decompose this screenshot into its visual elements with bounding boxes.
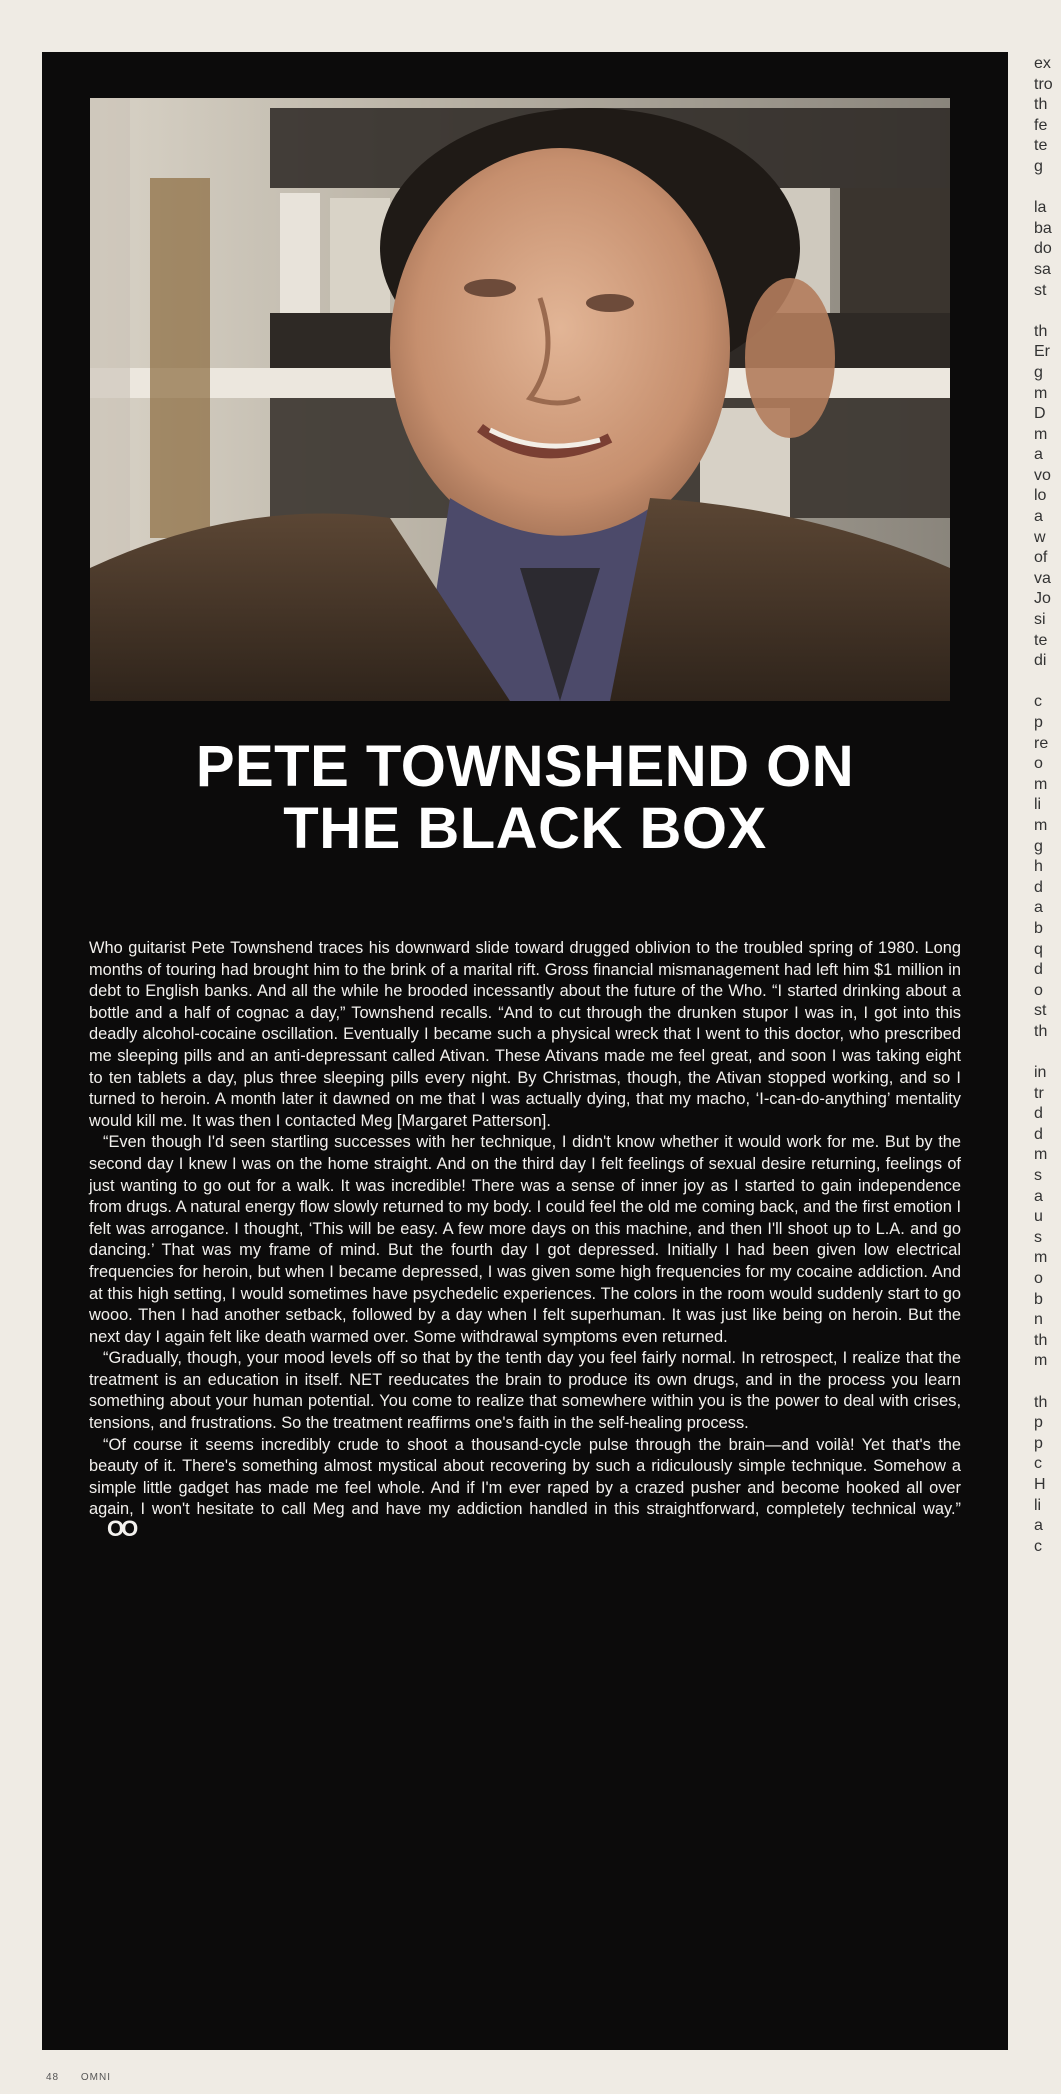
column-fragment-line: a xyxy=(1034,1187,1043,1205)
column-gap xyxy=(1034,301,1061,322)
column-fragment-line: di xyxy=(1034,652,1047,670)
column-fragment-line: g xyxy=(1034,157,1043,175)
column-fragment-line: m xyxy=(1034,816,1048,834)
column-fragment-line: p xyxy=(1034,714,1043,731)
column-fragment-line: d xyxy=(1034,1125,1043,1143)
column-fragment-line: m xyxy=(1034,775,1048,793)
column-fragment-line: b xyxy=(1034,1290,1043,1308)
column-fragment-line: do xyxy=(1034,240,1052,258)
column-fragment-line: lo xyxy=(1034,487,1047,505)
column-fragment-line: m xyxy=(1034,1249,1048,1267)
column-fragment-line: tr xyxy=(1034,1084,1044,1102)
column-fragment-line: th xyxy=(1034,1022,1048,1040)
column-fragment-line: o xyxy=(1034,981,1043,999)
column-fragment-line: a xyxy=(1034,446,1043,464)
end-mark-icon: OO xyxy=(107,1516,136,1542)
column-fragment-line: H xyxy=(1034,1475,1046,1493)
column-fragment-line: te xyxy=(1034,631,1048,649)
column-fragment-line: m xyxy=(1034,425,1048,443)
column-fragment-line: p xyxy=(1034,1414,1043,1432)
column-fragment-line: d xyxy=(1034,878,1043,896)
article-title-line-1: PETE TOWNSHEND ON xyxy=(195,734,855,799)
column-gap xyxy=(1034,1372,1061,1393)
column-fragment-line: a xyxy=(1034,508,1043,526)
column-fragment-line: b xyxy=(1034,919,1043,937)
column-fragment-line: st xyxy=(1034,1002,1047,1020)
column-fragment-line: s xyxy=(1034,1228,1042,1246)
article-paragraph: “Of course it seems incredibly crude to shoot a thousand-cycle pulse through the brain—and voilà! Yet that's the beauty of it. There's something almost mystical about recovering by such a ridiculously simple technique. Somehow a simple little gadget has made me feel whole. And if I'm ever raped by a crazed pusher and become hooked all over again, I won't hesitate to call Meg and have my addiction handled in this straightforward, completely technical way.” xyxy=(89,1435,961,1519)
column-fragment-line: g xyxy=(1034,837,1043,855)
column-fragment-line: d xyxy=(1034,961,1043,979)
column-fragment-line: la xyxy=(1034,199,1047,217)
portrait-photo-illustration xyxy=(90,98,950,701)
column-fragment-line: in xyxy=(1034,1064,1047,1082)
column-gap xyxy=(1034,178,1061,199)
column-fragment-line: th xyxy=(1034,96,1048,114)
column-fragment-line: ba xyxy=(1034,219,1052,237)
column-fragment-line: w xyxy=(1034,528,1046,546)
article-paragraph: Who guitarist Pete Townshend traces his downward slide toward drugged oblivion to the troubled spring of 1980. Long months of touring had brought him to the brink of a marital rift. Gross financial mismanagement had left him $1 million in debt to English banks. And all the while he brooded incessantly about the future of the Who. “I started drinking about a bottle and a half of cognac a day,” Townshend recalls. “And to cut through the drunken stupor I was in, I got into this deadly alcohol-cocaine oscillation. Eventually I became such a physical wreck that I went to this doctor, who prescribed me sleeping pills and an anti-depressant called Ativan. These Ativans made me feel great, and soon I was taking eight to ten tablets a day, plus three sleeping pills every night. By Christmas, though, the Ativan stopped working, and so I turned to heroin. A month later it dawned on me that I was actually dying, that my macho, ‘I-can-do-anything’ mentality would kill me. It was then I contacted Meg [Margaret Patterson]. xyxy=(89,939,961,1130)
column-fragment-line: u xyxy=(1034,1208,1043,1226)
column-fragment-line: vo xyxy=(1034,466,1051,484)
column-fragment-line: o xyxy=(1034,1270,1043,1288)
page-number: 48 xyxy=(46,2072,60,2083)
column-fragment-line: Jo xyxy=(1034,590,1051,608)
column-fragment-line: th xyxy=(1034,1331,1048,1349)
column-fragment-line: m xyxy=(1034,384,1048,402)
column-fragment-line: c xyxy=(1034,1537,1042,1555)
article-paragraph: “Gradually, though, your mood levels off so that by the tenth day you feel fairly normal. In retrospect, I realize that the treatment is an education in itself. NET reeducates the brain to produce its own drugs, and in the process you learn something about your human potential. You come to realize that somewhere within you is the power to deal with crises, tensions, and frustrations. So the treatment reaffirms one's faith in the self-healing process. xyxy=(89,1349,961,1433)
column-fragment-line: li xyxy=(1034,796,1042,814)
column-fragment-line: si xyxy=(1034,611,1046,629)
column-fragment-line: d xyxy=(1034,1105,1043,1123)
column-fragment-line: a xyxy=(1034,899,1043,917)
portrait-photo xyxy=(90,98,950,701)
column-fragment-line: h xyxy=(1034,858,1043,876)
column-fragment-line: q xyxy=(1034,940,1043,958)
column-fragment-line: g xyxy=(1034,363,1043,381)
article-paragraph: “Even though I'd seen startling successes with her technique, I didn't know whether it would work for me. But by the second day I knew I was on the home straight. And on the third day I felt feelings of sexual desire returning, feelings of just wanting to go out for a walk. It was incredible! There was a sense of inner joy as I started to gain independence from drugs. A natural energy flow slowly returned to my body. I could feel the old me coming back, and the first emotion I felt was arrogance. I thought, ‘This will be easy. A few more days on this machine, and then I'll shoot up to L.A. and go dancing.’ That was my frame of mind. But the fourth day I got depressed. Initially I had been given low electrical frequencies for heroin, but when I became depressed, I was given some high frequencies for my cocaine addiction. And at this high setting, I would sometimes have psychedelic experiences. The colors in the room would suddenly start to go wooo. Then I had another setback, followed by a day when I felt superhuman. It was just like being on heroin. But the next day I again felt like death warmed over. Some withdrawal symptoms even returned. xyxy=(89,1133,961,1346)
column-fragment-line: c xyxy=(1034,1455,1042,1473)
column-fragment-line: a xyxy=(1034,1517,1043,1535)
column-fragment-line: c xyxy=(1034,693,1042,711)
article-body xyxy=(89,938,961,1543)
column-fragment-line: o xyxy=(1034,755,1043,773)
column-fragment-line: p xyxy=(1034,1434,1043,1452)
column-gap xyxy=(1034,672,1061,693)
article-title-line-2: THE BLACK BOX xyxy=(283,796,767,861)
column-fragment-line: fe xyxy=(1034,116,1048,134)
page-footer xyxy=(46,2072,111,2083)
article-paragraph-last xyxy=(89,1435,961,1543)
column-fragment-line: m xyxy=(1034,1146,1048,1164)
sidebar-box xyxy=(42,52,1008,2050)
column-fragment-line: te xyxy=(1034,137,1048,155)
column-fragment-line: of xyxy=(1034,549,1048,567)
column-fragment-line: n xyxy=(1034,1311,1043,1329)
column-fragment-line: m xyxy=(1034,1352,1048,1370)
column-fragment-line: va xyxy=(1034,569,1051,587)
column-fragment-line: re xyxy=(1034,734,1049,752)
adjacent-column-fragment xyxy=(1034,54,1061,1557)
column-fragment-line: tro xyxy=(1034,75,1053,93)
column-gap xyxy=(1034,1043,1061,1064)
magazine-name: OMNI xyxy=(80,2072,112,2083)
column-fragment-line: sa xyxy=(1034,260,1051,278)
column-fragment-line: th xyxy=(1034,322,1048,340)
column-fragment-line: D xyxy=(1034,405,1046,423)
column-fragment-line: li xyxy=(1034,1496,1042,1514)
column-fragment-line: th xyxy=(1034,1393,1048,1411)
column-fragment-line: ex xyxy=(1034,55,1051,72)
article-title xyxy=(42,736,1008,860)
column-fragment-line: Er xyxy=(1034,343,1050,361)
column-fragment-line: s xyxy=(1034,1167,1042,1185)
column-fragment-line: st xyxy=(1034,281,1047,299)
